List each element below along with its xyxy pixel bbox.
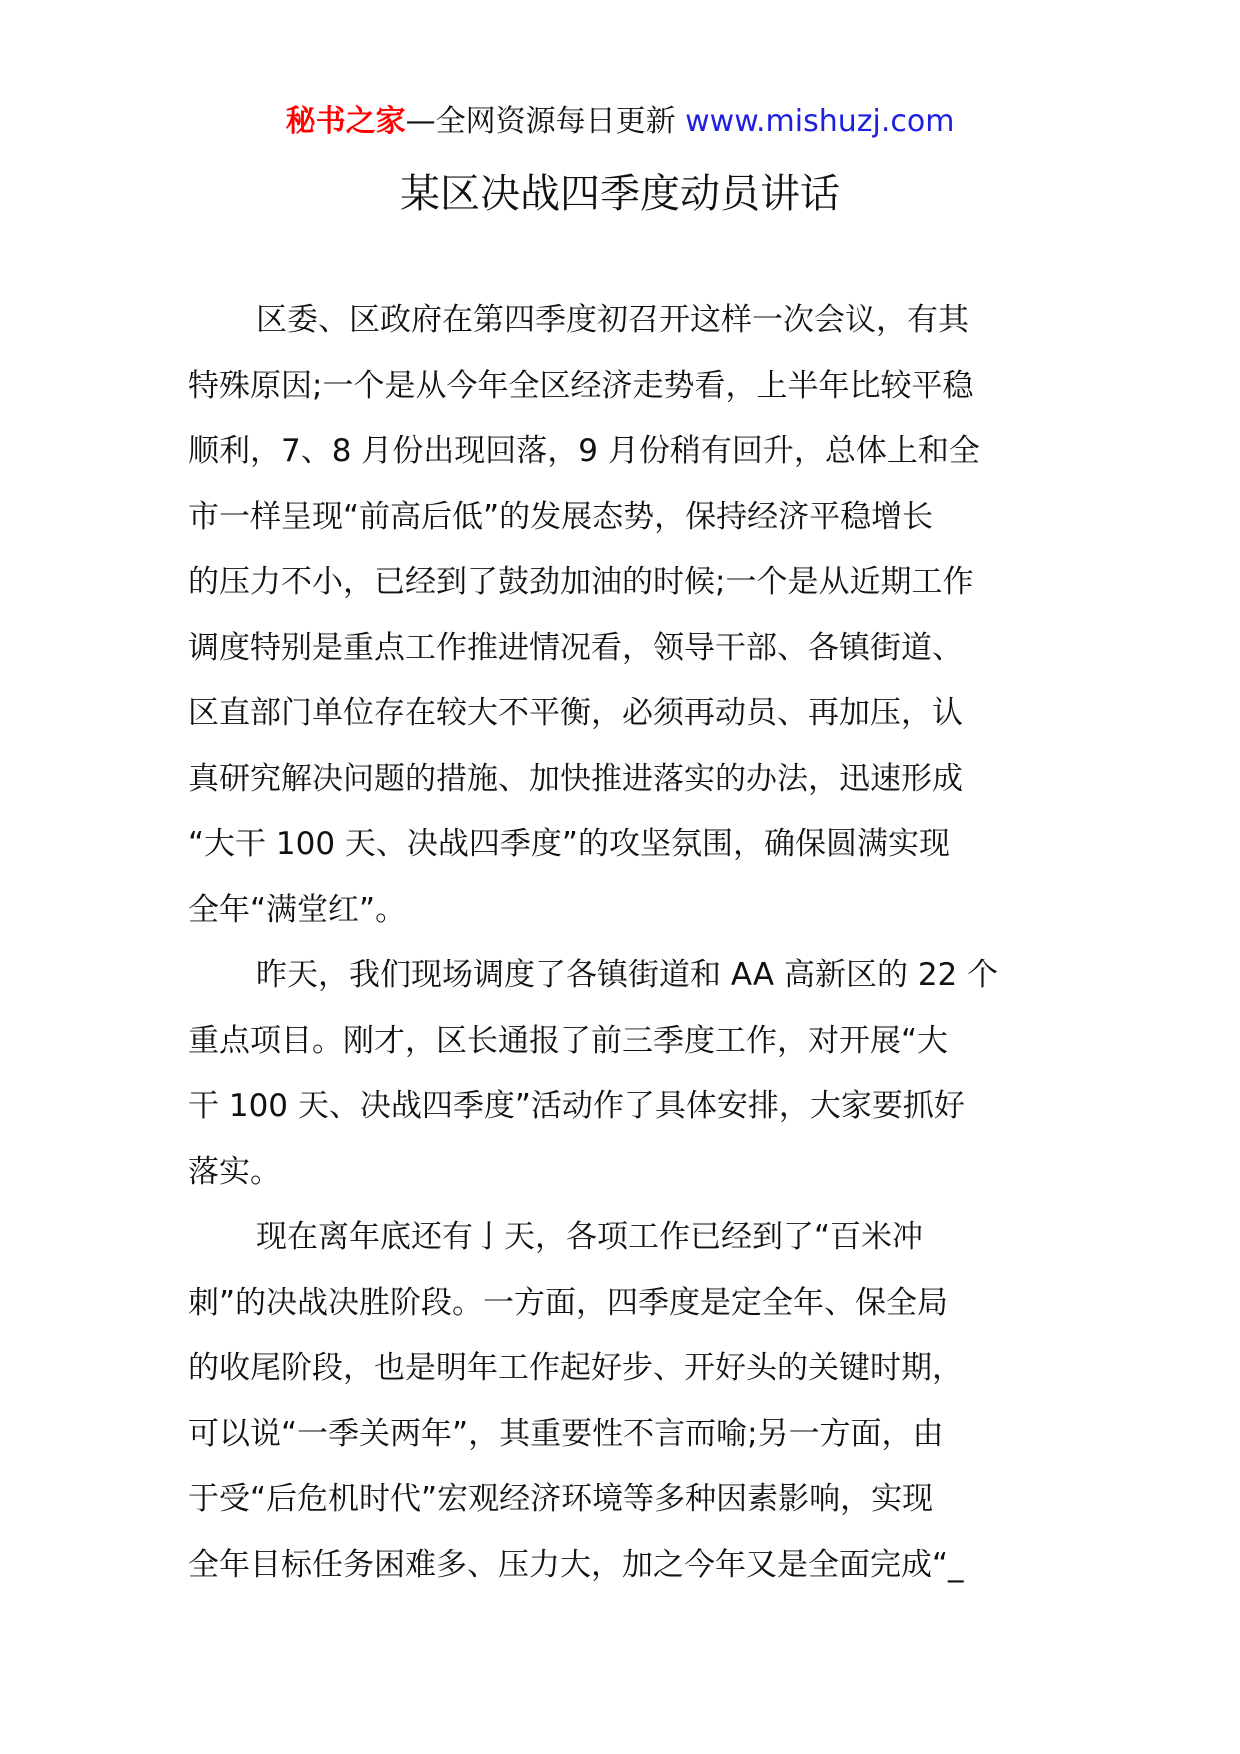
paragraph-line: 特殊原因;一个是从今年全区经济走势看，上半年比较平稳 [188, 367, 974, 404]
document-title: 某区决战四季度动员讲话 [400, 171, 840, 217]
header-tagline: —全网资源每日更新 [405, 104, 686, 139]
paragraph-line: 顺利，7、8 月份出现回落，9 月份稍有回升，总体上和全 [188, 433, 980, 469]
document-body [188, 288, 1048, 1598]
paragraph-line: 刺”的决战决胜阶段。一方面，四季度是定全年、保全局 [188, 1284, 949, 1321]
paragraph-line: 区直部门单位存在较大不平衡，必须再动员、再加压，认 [188, 695, 963, 731]
paragraph-line: 落实。 [188, 1153, 281, 1190]
paragraph-line: 调度特别是重点工作推进情况看，领导干部、各镇街道、 [188, 629, 963, 666]
paragraph-line: 全年目标任务困难多、压力大，加之今年又是全面完成“_ [188, 1546, 964, 1583]
paragraph-1 [188, 288, 1048, 943]
paragraph-2 [188, 943, 1048, 1205]
paragraph-line: 市一样呈现“前高后低”的发展态势，保持经济平稳增长 [188, 498, 934, 535]
paragraph-line: “大干 100 天、决战四季度”的攻坚氛围，确保圆满实现 [188, 826, 950, 862]
paragraph-line: 现在离年底还有亅天，各项工作已经到了“百米冲 [256, 1219, 924, 1255]
site-url-link[interactable]: www.mishuzj.com [685, 104, 955, 139]
paragraph-line: 干 100 天、决战四季度”活动作了具体安排，大家要抓好 [188, 1088, 965, 1124]
paragraph-line: 区委、区政府在第四季度初召开这样一次会议，有其 [256, 302, 969, 338]
paragraph-line: 的收尾阶段，也是明年工作起好步、开好头的关键时期， [188, 1350, 963, 1386]
paragraph-line: 重点项目。刚才，区长通报了前三季度工作，对开展“大 [188, 1022, 949, 1059]
paragraph-line: 全年“满堂红”。 [188, 891, 407, 928]
site-header [0, 100, 1240, 144]
paragraph-line: 昨天，我们现场调度了各镇街道和 AA 高新区的 22 个 [256, 957, 999, 993]
paragraph-3 [188, 1205, 1048, 1598]
paragraph-line: 于受“后危机时代”宏观经济环境等多种因素影响，实现 [188, 1481, 934, 1517]
brand-name: 秘书之家 [285, 104, 406, 139]
paragraph-line: 真研究解决问题的措施、加快推进落实的办法，迅速形成 [188, 760, 963, 797]
paragraph-line: 的压力不小，已经到了鼓劲加油的时候;一个是从近期工作 [188, 564, 974, 600]
paragraph-line: 可以说“一季关两年”，其重要性不言而喻;另一方面，由 [188, 1415, 944, 1452]
